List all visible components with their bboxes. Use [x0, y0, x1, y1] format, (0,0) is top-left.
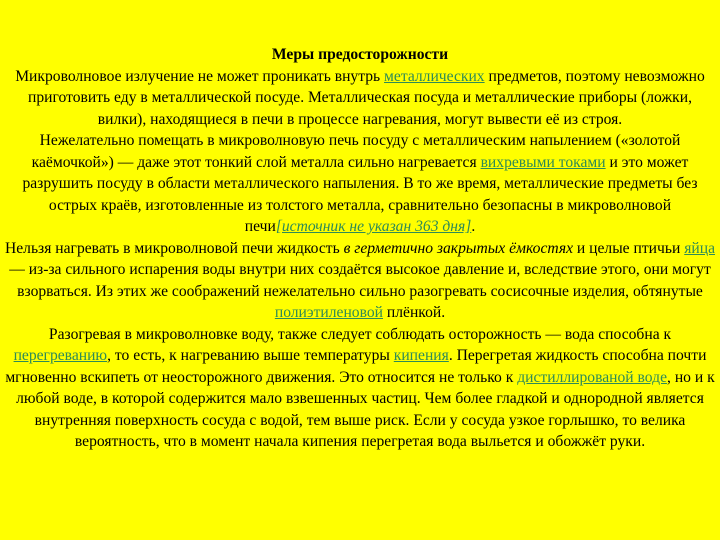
paragraph-text: и это может разрушить посуду в области металлического напыления. В то же время, металлические предметы без острых краёв, изготовленные из толстого металла, сравнительно безопасны в микроволновой печи: [22, 153, 698, 235]
paragraph-text: плёнкой.: [383, 304, 446, 321]
link-eddy-currents[interactable]: вихревыми токами: [480, 153, 606, 171]
slide-title: Меры предосторожности: [271, 46, 449, 63]
paragraph-text: .: [471, 218, 476, 235]
emphasis-sealed-containers: в герметично закрытых ёмкостях: [343, 239, 574, 257]
paragraph-sealed-containers: [4, 238, 716, 324]
link-boiling[interactable]: кипения: [393, 347, 449, 364]
link-distilled-water[interactable]: дистиллированой воде: [517, 368, 668, 386]
paragraph-text: Микроволновое излучение не может проникать внутрь: [15, 67, 385, 85]
paragraph-text: и целые птичьи: [573, 239, 685, 257]
paragraph-text: . Перегретая жидкость способна почти мгновенно вскипеть от неосторожного движения. Это относится не только к: [5, 347, 707, 386]
paragraph-metal-coating: [4, 130, 716, 238]
paragraph-superheating: [4, 324, 716, 453]
paragraph-text: Нельзя нагревать в микроволновой печи жидкость: [4, 239, 344, 257]
link-citation-needed[interactable]: [источник не указан 363 дня]: [275, 218, 472, 235]
paragraph-text: , но и к любой воде, в которой содержится мало взвешенных частиц. Чем более гладкой и однородной является внутренняя поверхность сосуда с водой, тем выше риск. Если у сосуда узкое горлышко, то велика вероятность, что в момент начала кипения перегретая вода выльется и обожжёт руки.: [16, 368, 715, 450]
link-metallic[interactable]: металлических: [384, 67, 485, 85]
paragraph-text: — из-за сильного испарения воды внутри них создаётся высокое давление и, вследствие этого, они могут взорваться. Из этих же соображений нежелательно сильно разогревать сосисочные изделия, обтянутые: [9, 261, 711, 300]
paragraph-microwave-metal: [4, 66, 716, 131]
paragraph-text: предметов, поэтому невозможно приготовить еду в металлической посуде. Металлическая посуда и металлические приборы (ложки, вилки), находящиеся в печи в процессе нагревания, могут вывести её из строя.: [28, 67, 705, 128]
paragraph-text: , то есть, к нагреванию выше температуры: [107, 347, 394, 364]
link-polyethylene[interactable]: полиэтиленовой: [274, 304, 384, 321]
link-eggs[interactable]: яйца: [684, 239, 716, 257]
paragraph-text: Нежелательно помещать в микроволновую печь посуду с металлическим напылением («золотой каёмочкой») — даже этот тонкий слой металла сильно нагревается: [31, 132, 681, 171]
link-superheating[interactable]: перегреванию: [13, 347, 108, 364]
paragraph-text: Разогревая в микроволновке воду, также следует соблюдать осторожность — вода способна к: [48, 325, 672, 343]
